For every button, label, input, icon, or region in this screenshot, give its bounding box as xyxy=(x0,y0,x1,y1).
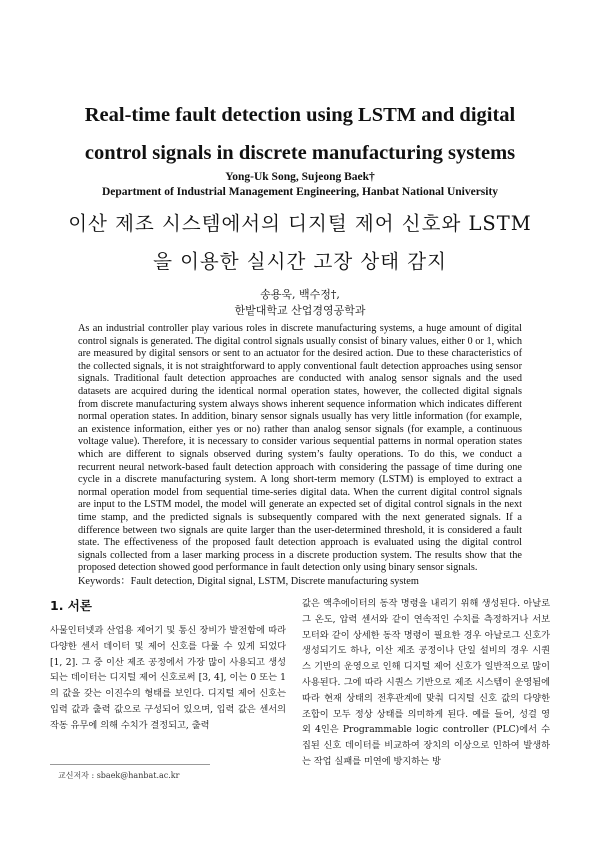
body-text-right: 값은 액추에이터의 동작 명령을 내리기 위해 생성된다. 아날로그 온도, 압력 센서와 같이 연속적인 수치를 측정하거나 서보 모터와 같이 상세한 동작 명령이 필요한 경우 아날로그 신호가 생성되기도 하나, 이산 제조 공정이나 단일 설비의 경우 시퀀스 기반의 운영으로 인해 디지털 제어 신호가 일반적으로 많이 사용된다. 그에 따라 시퀀스 기반으로 제조 시스템이 운영됨에 따라 현재 상태의 전후관계에 맞춰 디지털 신호 값의 다양한 조합이 모두 정상 상태를 의미하게 된다. 예를 들어, 성걸 영 외 4인은 Programmable logic controller (PLC)에서 수집된 신호 데이터를 비교하여 장치의 이상으로 인하여 발생하는 작업 실패를 미연에 방지하는 방 xyxy=(302,598,550,767)
title-english-line1: Real-time fault detection using LSTM and digital xyxy=(84,104,516,126)
author-block-english xyxy=(40,170,560,200)
authors-english: Yong-Uk Song, Sujeong Baek† xyxy=(225,171,375,183)
affiliation-english: Department of Industrial Management Engineering, Hanbat National University xyxy=(101,186,499,198)
title-english xyxy=(40,96,560,172)
author-block-korean xyxy=(40,287,560,319)
footnote-divider xyxy=(50,764,210,765)
title-korean-line1: 이산 제조 시스템에서의 디지털 제어 신호와 LSTM xyxy=(68,212,532,235)
authors-korean: 송용욱, 백수정†, xyxy=(260,288,340,301)
right-column xyxy=(302,596,550,770)
title-korean-line2: 을 이용한 실시간 고장 상태 감지 xyxy=(153,250,447,273)
body-text-left: 사물인터넷과 산업용 제어기 및 통신 장비가 발전함에 따라 다양한 센서 데이터 및 제어 신호를 다룰 수 있게 되었다 [1, 2]. 그 중 이산 제조 공정에서 가장 많이 사용되고 생성되는 데이터는 디지털 제어 신호로써 [3, 4], 이는 0 또는 1의 값을 갖는 이진수의 형태를 보인다. 디지털 제어 신호는 입력 값과 출력 값으로 구성되어 있으며, 입력 값은 센서의 작동 유무에 의해 수치가 결정되고, 출력 xyxy=(50,625,286,731)
affiliation-korean: 한밭대학교 산업경영공학과 xyxy=(234,304,366,317)
section-heading: 1. 서론 xyxy=(50,598,92,613)
footnote: 교신저자 : sbaek@hanbat.ac.kr xyxy=(58,771,180,780)
abstract: As an industrial controller play various roles in discrete manufacturing systems, a huge amount of digital control signals is generated. The digital control signals usually consist of binary values, either 0 or 1, which are measured by digital sensors or sent to an actuator for the desired action. Due to these characteristics of the collected signals, it is not straightforward to apply conventional fault detection approaches using sensor signals. Traditional fault detection approaches are conducted with analog sensor signals and the used datasets are acquired during the identical normal operation states, however, the collected digital signals from discrete manufacturing system always shows inherent sequence information which indicates different normal operation states. In addition, binary sensor signals usually has very little information (for example, an existence information, either yes or no) rather than analog sensor signals (for example, a continuous voltage value). Therefore, it is necessary to consider various sequential patterns in normal operation states which are different to signals observed during system’s faulty operations. To do this, we conduct a recurrent neural network-based fault detection approach with considering the passage of time during one cycle in a discrete manufacturing system. A long short-term memory (LSTM) is employed to extract a normal operation model from sequential time-series digital data. When the current digital control signals are input to the LSTM model, the model will generate an expected set of digital control signals in the next time stamp, and the predicted signals is subsequently compared with the next generated signals. If a difference between two signals are quite larger than the user-determined threshold, it is considered a fault state. The effectiveness of the proposed fault detection approach is evaluated using the digital control signals collected from a laser marking process in a discrete production system. The results show that the proposed detection showed good performance in fault detection only using binary sensor signals. xyxy=(78,323,522,574)
title-english-line2: control signals in discrete manufacturing systems xyxy=(84,142,516,164)
left-column xyxy=(50,596,286,734)
title-korean xyxy=(30,205,570,281)
keywords: Keywords：Fault detection, Digital signal, LSTM, Discrete manufacturing system xyxy=(78,576,419,587)
